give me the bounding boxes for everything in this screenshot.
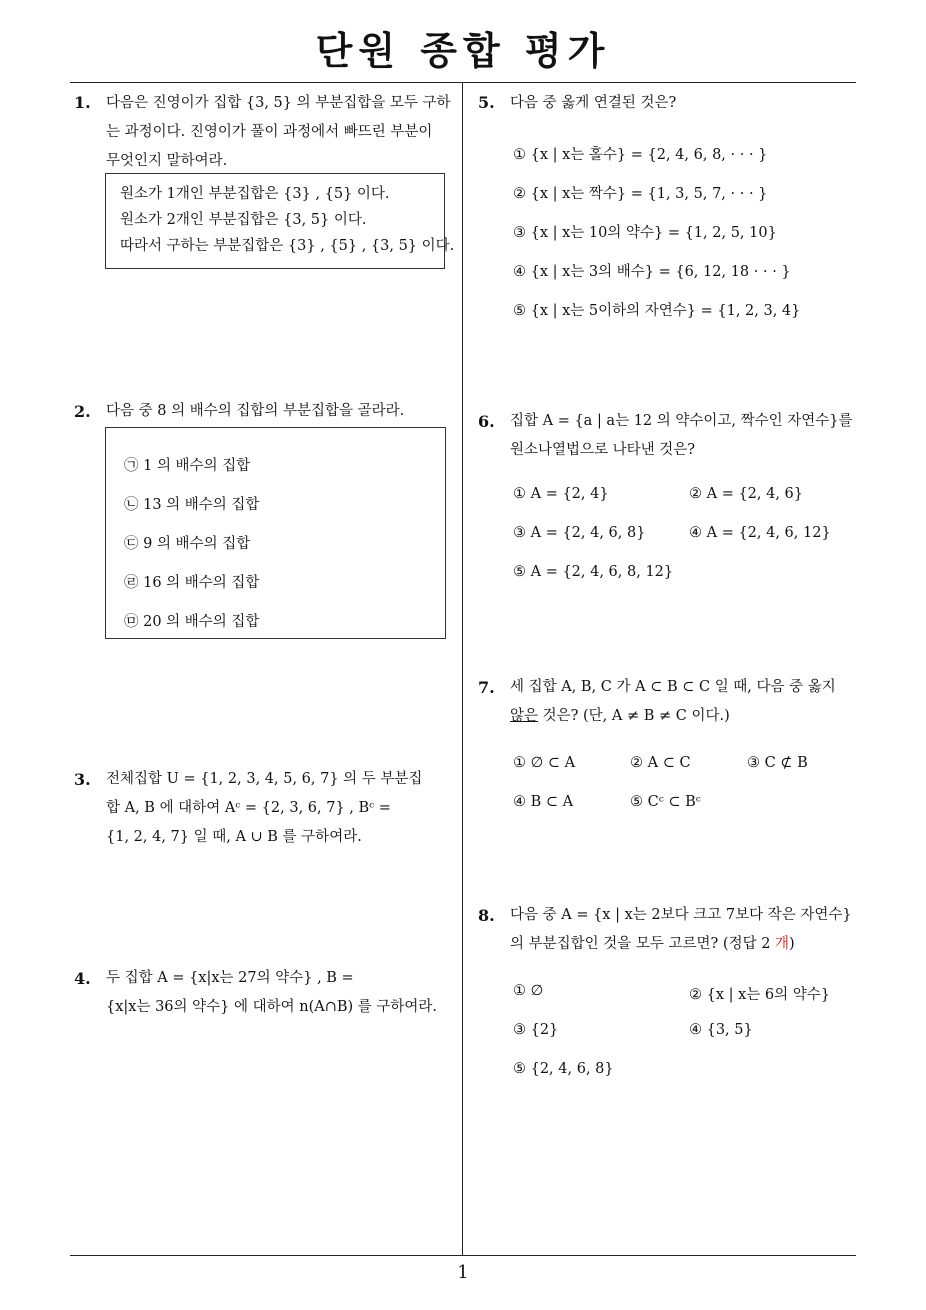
- option-1: ① A = {2, 4}: [513, 486, 609, 502]
- question-line-pre: 의 부분집합인 것을 모두 고르면? (정답 2: [510, 936, 776, 952]
- question-text: [106, 89, 456, 176]
- top-rule: [70, 82, 856, 83]
- question-line: 다음 중 A = {x | x는 2보다 크고 7보다 작은 자연수}: [510, 907, 852, 923]
- question-line-rest: 것은? (단, A ≠ B ≠ C 이다.): [538, 708, 730, 724]
- solution-box: [105, 173, 455, 269]
- question-line: 원소나열법으로 나타낸 것은?: [510, 442, 696, 458]
- option-1: ① ∅ ⊂ A: [513, 755, 576, 771]
- question-line: [510, 930, 860, 959]
- option-3: ③ {x | x는 10의 약수} = {1, 2, 5, 10}: [513, 225, 777, 241]
- option-3: ③ {2}: [513, 1022, 559, 1038]
- option-2: ② {x | x는 짝수} = {1, 3, 5, 7, · · · }: [513, 186, 768, 202]
- question-line: 세 집합 A, B, C 가 A ⊂ B ⊂ C 일 때, 다음 중 옳지: [510, 679, 836, 695]
- question-line: 집합 A = {a | a는 12 의 약수이고, 짝수인 자연수}를: [510, 413, 853, 429]
- question-text: [510, 901, 860, 959]
- choice-item: ㉡ 13 의 배수의 집합: [124, 497, 260, 513]
- question-line: 는 과정이다. 진영이가 풀이 과정에서 빠뜨린 부분이: [106, 124, 433, 140]
- choice-box: [105, 427, 446, 639]
- bottom-rule: [70, 1255, 856, 1256]
- question-line: 합 A, B 에 대하여 Aᶜ = {2, 3, 6, 7} , Bᶜ =: [106, 800, 391, 816]
- option-4: ④ A = {2, 4, 6, 12}: [689, 525, 831, 541]
- choice-item: ㉢ 9 의 배수의 집합: [124, 536, 251, 552]
- question-number: 5.: [478, 93, 495, 112]
- question-line: [510, 702, 860, 731]
- question-line: {x|x는 36의 약수} 에 대하여 n(A∩B) 를 구하여라.: [106, 999, 438, 1015]
- question-number: 8.: [478, 906, 495, 925]
- underlined-text: 않은: [510, 708, 539, 724]
- option-5: ⑤ A = {2, 4, 6, 8, 12}: [513, 564, 674, 580]
- question-text: [510, 407, 860, 465]
- option-3: ③ A = {2, 4, 6, 8}: [513, 525, 646, 541]
- choice-item: ㉣ 16 의 배수의 집합: [124, 575, 260, 591]
- question-text: 다음 중 옳게 연결된 것은?: [510, 95, 677, 111]
- question-line-post: ): [789, 936, 795, 952]
- question-text: [106, 765, 456, 852]
- column-divider: [462, 83, 463, 1256]
- question-number: 4.: [74, 969, 91, 988]
- question-number: 3.: [74, 770, 91, 789]
- page-title: 단원 종합 평가: [315, 29, 611, 73]
- option-4: ④ B ⊂ A: [513, 794, 574, 810]
- box-line: 원소가 1개인 부분집합은 {3} , {5} 이다.: [120, 186, 390, 202]
- question-line: {1, 2, 4, 7} 일 때, A ∪ B 를 구하여라.: [106, 829, 362, 845]
- option-5: ⑤ {2, 4, 6, 8}: [513, 1061, 614, 1077]
- choice-item: ㉠ 1 의 배수의 집합: [124, 458, 251, 474]
- question-line: 전체집합 U = {1, 2, 3, 4, 5, 6, 7} 의 두 부분집: [106, 771, 423, 787]
- choice-item: ㉤ 20 의 배수의 집합: [124, 614, 260, 630]
- page-number: 1: [457, 1262, 469, 1283]
- option-5: ⑤ {x | x는 5이하의 자연수} = {1, 2, 3, 4}: [513, 303, 801, 319]
- question-number: 1.: [74, 93, 91, 112]
- question-text: 다음 중 8 의 배수의 집합의 부분집합을 골라라.: [106, 403, 405, 419]
- option-2: ② A = {2, 4, 6}: [689, 486, 804, 502]
- box-line: 따라서 구하는 부분집합은 {3} , {5} , {3, 5} 이다.: [120, 238, 455, 254]
- highlighted-count: 개: [775, 936, 790, 952]
- option-5: ⑤ Cᶜ ⊂ Bᶜ: [630, 794, 701, 810]
- option-4: ④ {x | x는 3의 배수} = {6, 12, 18 · · · }: [513, 264, 791, 280]
- option-2: ② {x | x는 6의 약수}: [689, 987, 830, 1003]
- option-3: ③ C ⊄ B: [747, 755, 808, 771]
- option-4: ④ {3, 5}: [689, 1022, 753, 1038]
- question-line: 무엇인지 말하여라.: [106, 153, 228, 169]
- option-2: ② A ⊂ C: [630, 755, 691, 771]
- option-1: ① ∅: [513, 983, 544, 999]
- question-line: 다음은 진영이가 집합 {3, 5} 의 부분집합을 모두 구하: [106, 95, 451, 111]
- question-number: 6.: [478, 412, 495, 431]
- question-number: 7.: [478, 678, 495, 697]
- question-line: 두 집합 A = {x|x는 27의 약수} , B =: [106, 970, 354, 986]
- question-number: 2.: [74, 402, 91, 421]
- question-text: [106, 964, 456, 1022]
- option-1: ① {x | x는 홀수} = {2, 4, 6, 8, · · · }: [513, 147, 768, 163]
- question-text: [510, 673, 860, 731]
- box-line: 원소가 2개인 부분집합은 {3, 5} 이다.: [120, 212, 367, 228]
